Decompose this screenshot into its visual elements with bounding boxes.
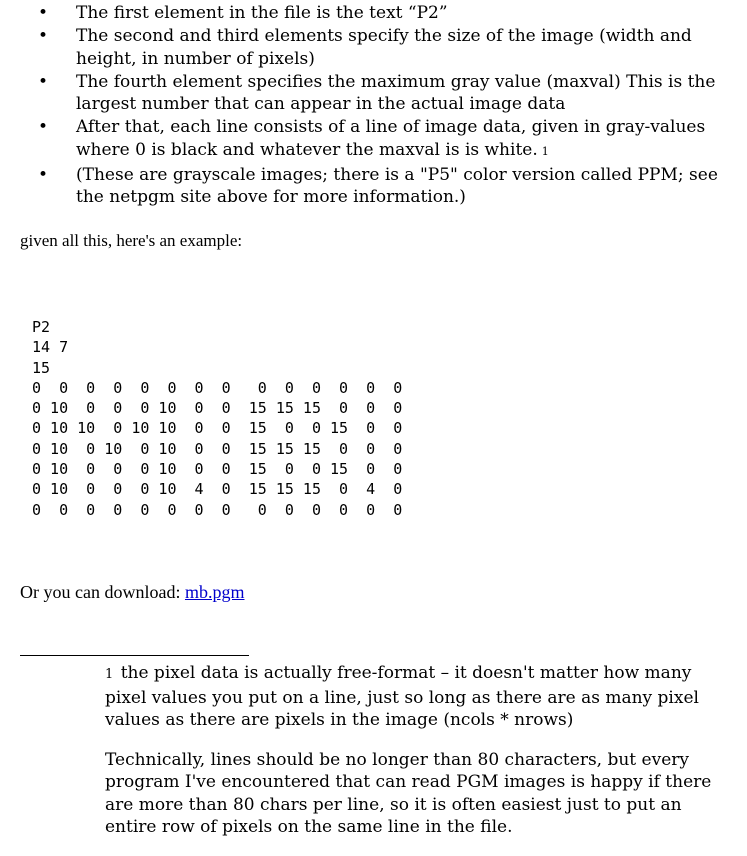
bullet-text: The first element in the file is the text “P2” bbox=[76, 3, 448, 23]
list-item bbox=[38, 164, 738, 209]
list-item bbox=[38, 25, 738, 70]
footnote-paragraph: Technically, lines should be no longer than 80 characters, but every program I've encountered that can read PGM images is happy if there are more than 80 chars per line, so it is often easiest just to put an entire row of pixels on the same line in the file. bbox=[105, 749, 712, 837]
bullet-list bbox=[38, 2, 738, 209]
bullet-dot-icon: • bbox=[38, 3, 49, 23]
footnote-paragraph bbox=[105, 662, 725, 732]
footnote-text: the pixel data is actually free-format – it doesn't matter how many pixel values you put on a line, just so long as there are as many pixel values as there are pixels in the image (ncols * nrows) bbox=[105, 663, 699, 730]
bullet-text: The second and third elements specify the size of the image (width and height, in number of pixels) bbox=[76, 26, 692, 69]
download-link[interactable]: mb.pgm bbox=[184, 582, 245, 602]
pgm-example-code: P2 14 7 15 0 0 0 0 0 0 0 0 0 0 0 0 0 0 0 10 0 0 0 10 0 0 15 15 15 0 0 0 0 10 10 0 10 10 0 0 15 0 0 15 0 0 0 10 0 10 0 10 0 0 15 15 15 0 0 0 0 10 0 0 0 10 0 0 15 0 0 15 0 0 0 10 0 0 0 10 4 0 15 15 15 0 4 0 0 0 0 0 0 0 0 0 0 0 0 0 0 0 bbox=[32, 318, 403, 519]
bullet-dot-icon: • bbox=[38, 117, 49, 137]
bullet-dot-icon: • bbox=[38, 26, 49, 46]
bullet-text: After that, each line consists of a line of image data, given in gray-values where 0 is black and whatever the maxval is is white. bbox=[76, 117, 706, 160]
footnote-ref[interactable]: 1 bbox=[541, 144, 549, 158]
list-item bbox=[38, 116, 738, 163]
bullet-dot-icon: • bbox=[38, 164, 49, 185]
bullet-text: (These are grayscale images; there is a "P5" color version called PPM; see the netpgm site above for more information.) bbox=[76, 164, 718, 207]
footnote bbox=[105, 662, 725, 856]
bullet-dot-icon: • bbox=[38, 71, 49, 92]
bullet-text: The fourth element specifies the maximum gray value (maxval) This is the largest number that can appear in the actual image data bbox=[76, 71, 716, 114]
download-line bbox=[20, 582, 244, 603]
list-item bbox=[38, 71, 738, 116]
footnote-divider bbox=[20, 655, 249, 656]
list-item bbox=[38, 2, 738, 25]
download-prefix: Or you can download: bbox=[20, 582, 185, 602]
example-intro: given all this, here's an example: bbox=[20, 231, 243, 250]
footnote-number: 1 bbox=[105, 667, 114, 682]
